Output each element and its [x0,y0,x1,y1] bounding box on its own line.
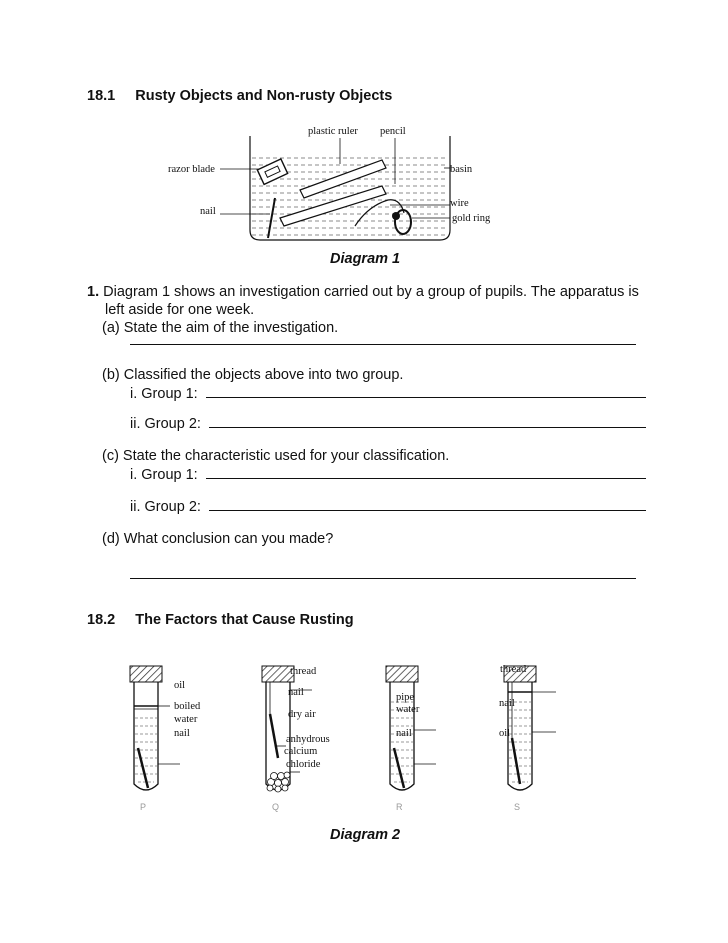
label-basin: basin [450,164,473,175]
section-2-number: 18.2 [87,612,116,628]
question-1-stem [87,283,639,301]
label-plastic-ruler: plastic ruler [308,126,358,137]
label-razor-blade: razor blade [168,164,215,175]
tube-letter-r: R [396,802,403,812]
tube-letter-q: Q [272,802,280,812]
section-1-heading [87,88,392,104]
label-p-boiled: boiled [174,701,201,712]
diagram-2 [100,656,600,816]
razor-blade [257,159,287,184]
answer-line-1a[interactable] [130,330,636,345]
label-q-calcium: calcium [284,746,318,757]
basin-outline [250,136,450,240]
answer-line-1b-i[interactable] [206,384,646,398]
label-s-oil: oil [499,728,511,739]
question-1b-i-label: i. Group 1: [130,386,198,402]
question-1d: (d) What conclusion can you made? [102,531,334,547]
label-q-anhydrous: anhydrous [286,734,330,745]
question-1c-ii [130,497,646,516]
answer-line-1c-i[interactable] [206,465,646,479]
label-r-water: water [396,704,420,715]
label-s-nail: nail [499,698,515,709]
label-p-nail: nail [174,728,190,739]
section-2-title: The Factors that Cause Rusting [135,612,354,628]
label-p-water: water [174,714,198,725]
question-1c: (c) State the characteristic used for your classification. [102,448,450,464]
tube-letter-s: S [514,802,521,812]
label-gold-ring: gold ring [452,213,491,224]
tube-s [504,666,556,790]
answer-line-1b-ii[interactable] [209,414,646,428]
label-q-thread: thread [290,666,317,677]
label-nail: nail [200,206,216,217]
section-1-title: Rusty Objects and Non-rusty Objects [135,88,393,104]
section-2-heading [87,612,354,628]
label-r-pipe: pipe [396,692,415,703]
question-1-stem-line1: Diagram 1 shows an investigation carried out by a group of pupils. The apparatus is [103,284,639,300]
tube-p [130,666,180,790]
question-1a: (a) State the aim of the investigation. [102,320,339,336]
question-1-number: 1. [87,284,100,300]
question-1b-i [130,384,646,403]
label-pencil: pencil [380,126,406,137]
section-1-number: 18.1 [87,88,116,104]
diagram-1-caption: Diagram 1 [330,251,401,267]
label-q-chloride: chloride [286,759,321,770]
question-1-stem-line2: left aside for one week. [105,302,255,318]
label-r-nail: nail [396,728,412,739]
label-wire: wire [450,198,469,209]
question-1b-ii [130,414,646,433]
question-1b-ii-label: ii. Group 2: [130,416,201,432]
tube-letter-p: P [140,802,147,812]
answer-line-1d[interactable] [130,564,636,579]
question-1b: (b) Classified the objects above into two group. [102,367,404,383]
nail-object [268,198,275,238]
label-q-dry-air: dry air [288,709,316,720]
pencil [280,186,386,226]
diagram-1 [150,118,530,248]
label-s-thread: thread [500,664,527,675]
question-1c-ii-label: ii. Group 2: [130,499,201,515]
tube-q [262,666,312,792]
label-q-nail: nail [288,687,304,698]
answer-line-1c-ii[interactable] [209,497,646,511]
question-1c-i-label: i. Group 1: [130,467,198,483]
label-p-oil: oil [174,680,186,691]
diagram-2-caption: Diagram 2 [330,827,401,843]
question-1c-i [130,465,646,484]
